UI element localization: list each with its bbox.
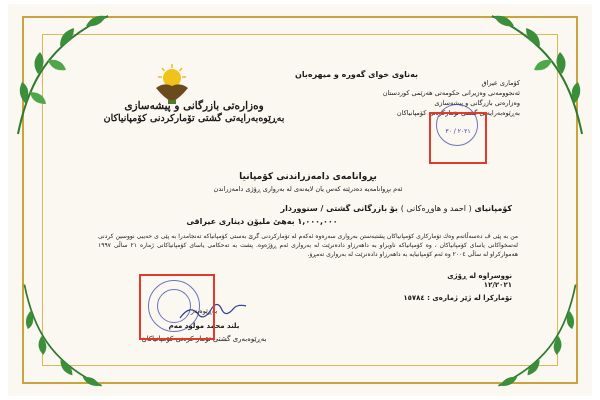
issue-date-label: نووسراوە لە ڕۆژی [447, 272, 512, 280]
certificate-page [8, 4, 592, 396]
signer-department: بەڕێوەبەری گشتی تۆمار کردنی کۆمپانیاکان [141, 335, 267, 343]
certificate-body: من بە پێی ڤ دەسەڵاتەم وەك تۆمارکاری کۆمپانیاکان پشتبەستن بەرواری سەرەوە ئەکەم لە تۆمارکردنی گرێ بەستی کۆمپانیاکە تەنجامدرا بە پێی ی حەیبی نووسین کردنی لەتمخواکانی یاسای کۆمپانیاکان ، وە کۆمپانیاکە ناوبراو بە داهەرزاو دادەنرێت لە بەرواری ئەم ڕۆژەوە. پشت بە تەحکامی یاسای کۆمپانیاکانی ژمارە ٢١ ساڵی ١٩٩٧ هەمواركراو لە ساڵی ٢٠٠٤ وە ئەم کۆمپانیایە بە داهەرزاو دادەنرێت لە بەرواری تەمڕۆ. [98, 233, 519, 258]
address-line: کۆماری عیراق [481, 79, 520, 87]
certificate-subtitle: ئەم بڕوانامەیە دەدرێتە کەس یان لایەنەی لە بەرواری ڕۆژی دامەزراندن [213, 185, 403, 193]
issue-date-value: ١٢/٢٠٢١ [483, 281, 512, 289]
highlight-box-top [429, 112, 487, 164]
signer-role: بەڕێوەبەر [190, 307, 218, 315]
company-type: بۆ بازرگانی گشتی / سنووردار [280, 204, 398, 213]
address-line: ئەنجوومەنی وەزیرانی حکومەتی هەرێمی کوردستان [382, 89, 520, 97]
certificate-title: بڕوانامەی دامەزراندنی کۆمپانیا [239, 172, 377, 182]
ministry-title-line2: بەڕێوەبەرایەتی گشتی تۆمارکردنی کۆمپانیاکان [103, 113, 285, 124]
ministry-title [94, 100, 294, 124]
registration-line [312, 294, 512, 302]
highlight-box-bottom [139, 274, 215, 340]
signer-name: بلند محمد مولود مەم [168, 322, 240, 330]
vine-bottom-left-icon [8, 276, 118, 396]
address-line: وەزارەتی بازرگانی و پیشەسازی [434, 99, 520, 107]
company-capital: ١,٠٠٠,٠٠٠ بەهێ ملیۆن دیناری عیراقی [186, 217, 338, 226]
issue-date-block [312, 272, 512, 290]
registration-number: ١٥٧٨٤ [403, 294, 425, 302]
company-names: ( احمد و ھاوڕەکانی ) [400, 204, 472, 213]
registration-label: تۆمارکرا لە ژێر ژمارەی : [427, 294, 512, 302]
address-line: بەڕێوەبەرایەتی گشتی تۆمارکردنی کۆمپانیاکان [396, 109, 520, 117]
vine-top-right-icon [482, 4, 592, 144]
company-line [112, 204, 512, 213]
company-label: کۆمپانیای [474, 204, 512, 213]
ministry-title-line1: وەزارەتی بازرگانی و پیشەسازی [124, 100, 264, 112]
stamp-ref-value: ٢٠٢١ / ٣٠ [445, 128, 471, 135]
salutation: بەناوی خوای گەورە و میهرەبان [295, 70, 418, 79]
